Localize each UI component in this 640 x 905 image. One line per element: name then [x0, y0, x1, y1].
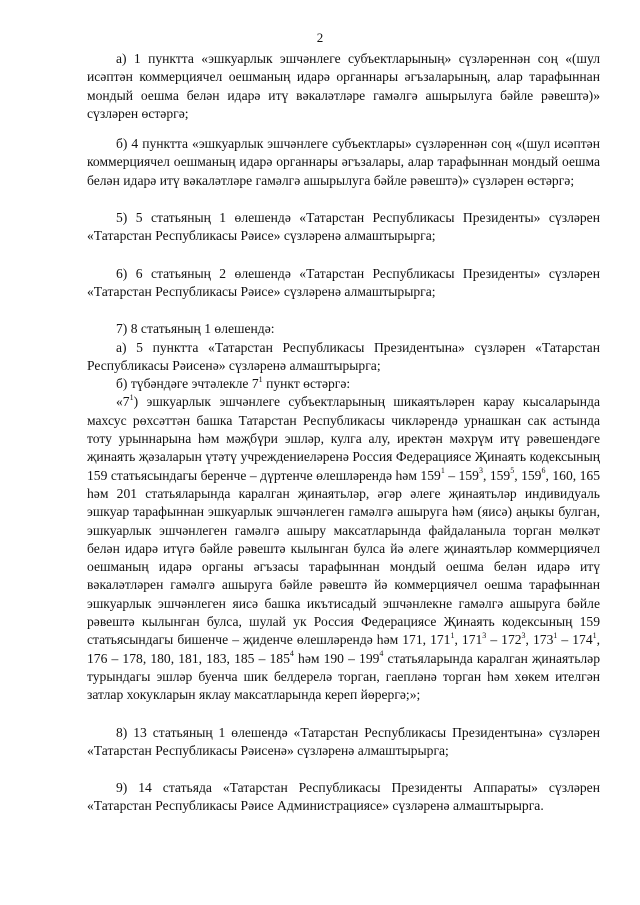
- paragraph-item-b: б) 4 пунктта «эшкуарлык эшчәнлеге субъектлары» сүзләреннән соң «(шул исәптән коммерциячел оешманың идарә органнары әгъзалары, алар тарафыннан мондый оешма белән идарә итү вәкаләтләре гамәлгә ашырылуга бәйле рәвештә)» сүзләрен өстәргә;: [87, 136, 600, 188]
- page-number: 2: [316, 30, 324, 45]
- paragraph-7-item-b: б) түбәндәге эчтәлекле $7^1$ пункт өстәргә:: [116, 374, 351, 392]
- paragraph-7: 7) 8 статьяның 1 өлешендә:: [116, 321, 275, 337]
- paragraph-item-a: а) 1 пунктта «эшкуарлык эшчәнлеге субъектларының» сүзләреннән соң «(шул исәптән коммерциячел оешманың идарә органнары әгъзаларының, алар тарафыннан мондый оешма белән идарә итү вәкаләтләре гамәлгә ашырылуга бәйле рәвештә)» сүзләрен өстәргә;: [87, 51, 600, 121]
- paragraph-8: 8) 13 статьяның 1 өлешендә «Татарстан Республикасы Президентына» сүзләрен «Татарстан Республикасы Рәисенә» сүзләренә алмаштырырга;: [87, 724, 600, 758]
- paragraph-7-item-a: а) 5 пунктта «Татарстан Республикасы Президентына» сүзләрен «Татарстан Республикасы Рәисенә» сүзләренә алмаштырырга;: [87, 339, 600, 373]
- paragraph-6: 6) 6 статьяның 2 өлешендә «Татарстан Республикасы Президенты» сүзләрен «Татарстан Республикасы Рәисе» сүзләренә алмаштырырга;: [87, 265, 600, 299]
- document-body: [87, 50, 600, 816]
- quoted-point-7-1: «$7^1$) эшкуарлык эшчәнлеге субъектларының шикаятьләрен карау кысаларында махсус рөхсәттән башка Татарстан Республикасы чикләрендә урнашкан сак астында тоту урыннарына һәм мәҗбүри эшләр, кулга алу, иректән мәхрүм итү рәвешендәге җинаять җәзаларын үтәтү учреждениеләренә Россия Федерациясе Җинаять кодексының 159 статьясындагы беренче – дүртенче өлешләрендә һәм $159^1 - 159^3$, $159^5$, $159^6$, 160, 165 һәм 201 статьяларында каралган җинаятьләр, әгәр әлеге җинаятьләр индивидуаль эшкуар тарафыннан эшкуарлык эшчәнлеген гамәлгә ашыруга һәм (яисә) аңыкы булган, эшкуарлык эшчәнлеген гамәлгә ашыру максатларында файдаланыла торган мөлкәт белән идарә итүгә бәйле рәвештә кылынган булса йә әлеге җинаятьләр коммерциячел оешманың идарә органы әгъзасы тарафыннан мондый оешма белән идарә итү вәкаләтләрен гамәлгә ашыруга бәйле рәвештә йә коммерциячел оешма тарафыннан эшкуарлык эшчәнлеген яисә башка икътисадый эшчәнлекне гамәлгә ашыруга бәйле рәвештә кылынган булса, шулай ук Россия Федерациясе Җинаять кодексының 159 статьясындагы бишенче – җиденче өлешләрендә һәм 171, $171^1$, $171^3 - 172^3$, $173^1 - 174^1$, 176 – 178, 180, 181, 183, $185 - 185^4$ һәм $190 - 199^4$ статьяларында каралган җинаятьләр турындагы эшләр буенча шик белдерелә торган, гаепләнә торган һәм хөкем ителгән затлар хокукларын яклау максатларында кереп йөрергә;»;: [87, 392, 601, 703]
- paragraph-5: 5) 5 статьяның 1 өлешендә «Татарстан Республикасы Президенты» сүзләрен «Татарстан Республикасы Рәисе» сүзләренә алмаштырырга;: [87, 210, 600, 244]
- paragraph-9: 9) 14 статьяда «Татарстан Республикасы Президенты Аппараты» сүзләрен «Татарстан Республикасы Рәисе Администрациясе» сүзләренә алмаштырырга.: [87, 780, 600, 814]
